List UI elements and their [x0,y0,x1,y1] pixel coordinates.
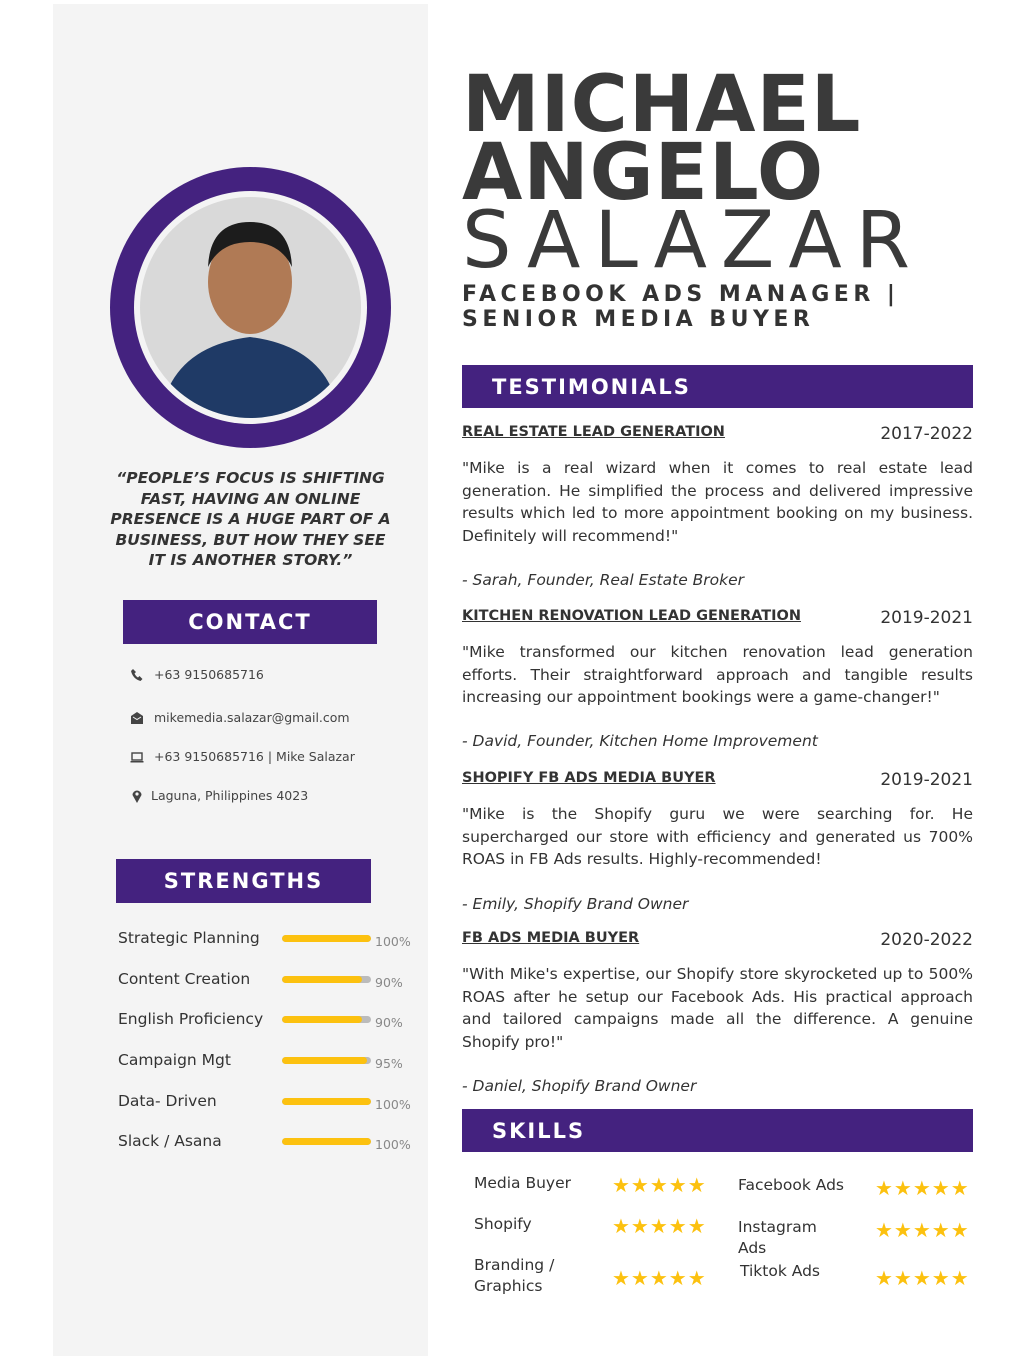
strength-bar [282,1098,371,1105]
skill-label: Tiktok Ads [740,1262,820,1280]
testimonial-author: - David, Founder, Kitchen Home Improvement [462,732,818,750]
strength-bar-fill [282,1098,371,1105]
testimonial-title: REAL ESTATE LEAD GENERATION [462,424,725,440]
strength-label: Strategic Planning [118,929,260,947]
envelope-icon [130,711,144,725]
strength-item [118,1009,418,1029]
testimonial-body: "With Mike's expertise, our Shopify store skyrocketed up to 500% ROAS after he setup our Facebook Ads. His practical approach and tailored campaigns made all the difference. A genuine Shopify pro!" [462,965,973,1052]
strength-label: Campaign Mgt [118,1051,231,1069]
profile-photo [134,191,367,424]
contact-location [130,788,308,803]
strength-bar-fill [282,976,362,983]
testimonial-years: 2019-2021 [880,770,973,790]
testimonial-body: "Mike transformed our kitchen renovation lead generation efforts. Their straightforward approach and tangible results increasing our appointment bookings were a game-changer!" [462,643,973,707]
strength-item [118,928,418,948]
skill-rating-stars: ★★★★★ [612,1266,707,1290]
skills-header: SKILLS [462,1109,973,1152]
testimonial-title: KITCHEN RENOVATION LEAD GENERATION [462,608,801,624]
contact-phone [130,667,264,682]
contact-text: Laguna, Philippines 4023 [151,788,309,803]
strength-bar [282,1016,371,1023]
strength-label: Slack / Asana [118,1132,222,1150]
strength-item [118,969,418,989]
laptop-icon [130,750,144,764]
strength-bar [282,935,371,942]
phone-icon [130,668,144,682]
testimonial-years: 2020-2022 [880,930,973,950]
quote: “PEOPLE’S FOCUS IS SHIFTING FAST, HAVING AN ONLINE PRESENCE IS A HUGE PART OF A BUSINESS, BUT HOW THEY SEE IT IS ANOTHER STORY.” [110,469,391,569]
strength-bar-fill [282,1057,367,1064]
strength-bar-fill [282,935,371,942]
testimonial-body: "Mike is a real wizard when it comes to real estate lead generation. He simplified the process and delivered impressive results which led to more appointment booking on my business. Definitely will recommend!" [462,459,973,546]
strength-label: Content Creation [118,970,251,988]
testimonial-author: - Sarah, Founder, Real Estate Broker [462,571,745,589]
job-title-line: FACEBOOK ADS MANAGER | [462,282,900,307]
strength-percent: 95% [375,1055,403,1071]
strength-bar-fill [282,1016,362,1023]
testimonial-title: SHOPIFY FB ADS MEDIA BUYER [462,770,716,786]
job-title [462,282,899,332]
name-last: SALAZAR [462,196,924,286]
testimonial-body: "Mike is the Shopify guru we were searching for. He supercharged our store with efficiency and generated us 700% ROAS in FB Ads results. Highly-recommended! [462,805,973,869]
strength-percent: 90% [375,974,403,990]
skill-label: Branding / Graphics [474,1256,555,1295]
contact-header: CONTACT [123,600,377,644]
strength-percent: 100% [375,1096,411,1112]
strength-percent: 100% [375,933,411,949]
skill-label: Facebook Ads [738,1176,845,1194]
testimonial-years: 2017-2022 [880,424,973,444]
strength-bar [282,976,371,983]
testimonial-author: - Emily, Shopify Brand Owner [462,895,689,913]
strength-bar [282,1057,371,1064]
testimonial-title: FB ADS MEDIA BUYER [462,930,640,946]
strength-bar-fill [282,1138,371,1145]
strength-label: English Proficiency [118,1010,264,1028]
skill-label: Media Buyer [474,1174,572,1192]
strength-item [118,1091,418,1111]
skill-rating-stars: ★★★★★ [612,1173,707,1197]
strength-label: Data- Driven [118,1092,217,1110]
name-first: MICHAEL [462,60,862,150]
strength-item [118,1050,418,1070]
skill-label: Instagram Ads [738,1218,817,1257]
strength-bar [282,1138,371,1145]
contact-text: mikemedia.salazar@gmail.com [154,710,350,725]
strengths-header: STRENGTHS [116,859,371,903]
strength-item [118,1131,418,1151]
contact-text: +63 9150685716 [154,667,264,682]
strength-percent: 100% [375,1136,411,1152]
testimonial-author: - Daniel, Shopify Brand Owner [462,1077,697,1095]
name-middle: ANGELO [462,128,825,218]
testimonial-years: 2019-2021 [880,608,973,628]
skill-rating-stars: ★★★★★ [875,1176,970,1200]
skill-rating-stars: ★★★★★ [875,1266,970,1290]
skill-label: Shopify [474,1215,532,1233]
testimonials-header: TESTIMONIALS [462,365,973,408]
skill-rating-stars: ★★★★★ [875,1218,970,1242]
contact-email [130,710,350,725]
location-pin-icon [130,789,144,803]
strength-percent: 90% [375,1014,403,1030]
contact-web [130,749,355,764]
contact-text: +63 9150685716 | Mike Salazar [154,749,355,764]
skill-rating-stars: ★★★★★ [612,1214,707,1238]
job-title-line: SENIOR MEDIA BUYER [462,307,815,332]
